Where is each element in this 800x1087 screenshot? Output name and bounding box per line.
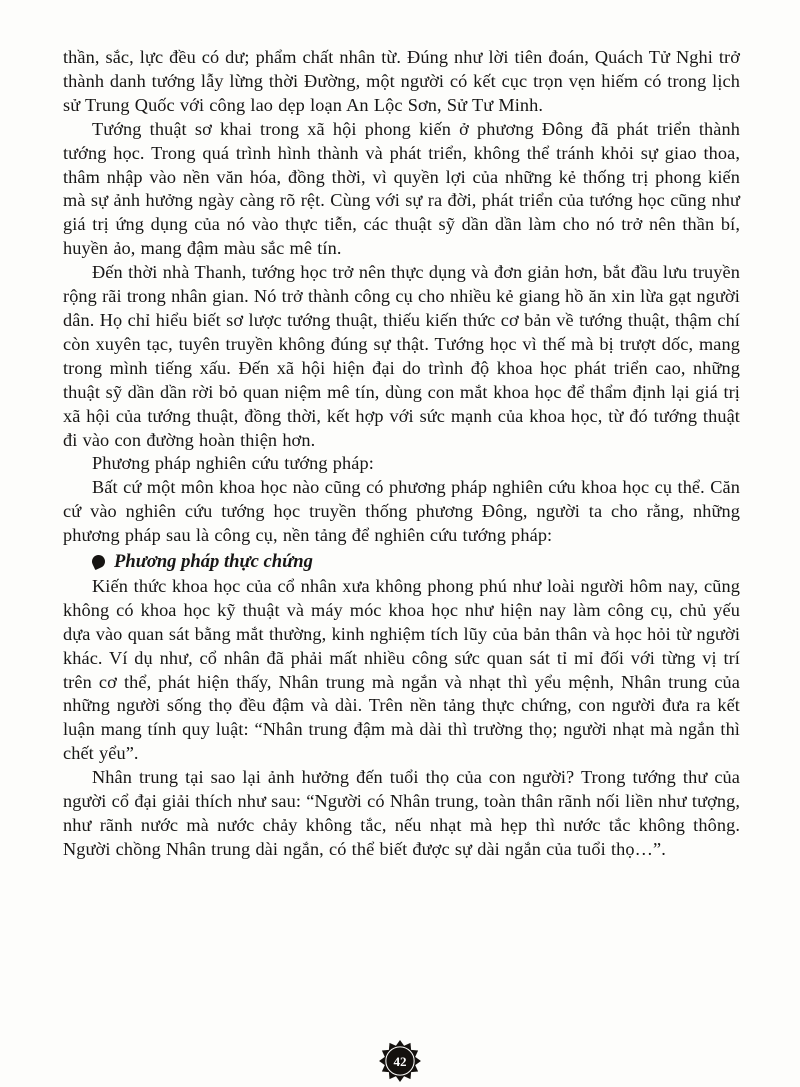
section-heading [63,550,740,574]
paragraph: Đến thời nhà Thanh, tướng học trở nên thực dụng và đơn giản hơn, bắt đầu lưu truyền rộng rãi trong nhân gian. Nó trở thành công cụ cho nhiều kẻ giang hồ ăn xin lừa gạt người dân. Họ chỉ hiểu biết sơ lược tướng thuật, thiếu kiến thức cơ bản về tướng thuật, thậm chí còn xuyên tạc, tuyên truyền không đúng sự thật. Tướng học vì thế mà bị trượt dốc, mang trong mình tiếng xấu. Đến xã hội hiện đại do trình độ khoa học phát triển cao, những thuật sỹ dần dần rời bỏ quan niệm mê tín, dùng con mắt khoa học để thẩm định lại giá trị xã hội của tướng thuật, đồng thời, kết hợp với sức mạnh của khoa học, từ đó tướng thuật đi vào con đường hoàn thiện hơn. [63,262,740,450]
floral-bullet-icon [90,553,107,570]
paragraph: Bất cứ một môn khoa học nào cũng có phương pháp nghiên cứu khoa học cụ thể. Căn cứ vào nghiên cứu tướng học truyền thống phương Đông, người ta cho rằng, những phương pháp sau là công cụ, nền tảng để nghiên cứu tướng pháp: [63,477,740,546]
paragraph: Kiến thức khoa học của cổ nhân xưa không phong phú như loài người hôm nay, cũng không có khoa học kỹ thuật và máy móc khoa học như hiện nay làm công cụ, chủ yếu dựa vào quan sát bằng mắt thường, kinh nghiệm tích lũy của bản thân và học hỏi từ người khác. Ví dụ như, cổ nhân đã phải mất nhiều công sức quan sát tỉ mỉ đối với từng vị trí trên cơ thể, phát hiện thấy, Nhân trung mà ngắn và nhạt thì yểu mệnh, Nhân trung của những người sống thọ đều đậm và dài. Trên nền tảng thực chứng, con người đưa ra kết luận mang tính quy luật: “Nhân trung đậm mà dài thì trường thọ; người nhạt mà ngắn thì chết yểu”. [63,575,740,764]
paragraph: thần, sắc, lực đều có dư; phẩm chất nhân từ. Đúng như lời tiên đoán, Quách Tử Nghi trở thành danh tướng lẫy lừng thời Đường, một người có kết cục trọn vẹn hiếm có trong lịch sử Trung Quốc với công lao dẹp loạn An Lộc Sơn, Sử Tư Minh. [63,47,740,115]
paragraph: Phương pháp nghiên cứu tướng pháp: [92,453,374,474]
section-heading-text: Phương pháp thực chứng [114,551,313,573]
paragraph: Nhân trung tại sao lại ảnh hưởng đến tuổi thọ của con người? Trong tướng thư của người cổ đại giải thích như sau: “Người có Nhân trung, toàn thân rãnh nối liền như tượng, như rãnh nước mà nước chảy không tắc, nếu nhạt mà hẹp thì nước tắc không thông. Người chồng Nhân trung dài ngắn, có thể biết được sự dài ngắn của tuổi thọ…”. [63,767,740,859]
sunburst-page-ornament-icon [378,1039,422,1083]
page-number: 42 [393,1054,407,1070]
paragraph: Tướng thuật sơ khai trong xã hội phong kiến ở phương Đông đã phát triển thành tướng học. Trong quá trình hình thành và phát triển, không thể tránh khỏi sự giao thoa, thâm nhập vào nền văn hóa, đồng thời, vì quyền lợi của những kẻ thống trị phong kiến mà sự ảnh hưởng ngày càng rõ rệt. Cùng với sự ra đời, phát triển của tướng học cũng như giá trị ứng dụng của nó vào thực tiễn, các thuật sỹ dần dần làm cho nó trở nên thần bí, huyền ảo, mang đậm màu sắc mê tín. [63,118,740,259]
page-footer [378,1039,422,1083]
